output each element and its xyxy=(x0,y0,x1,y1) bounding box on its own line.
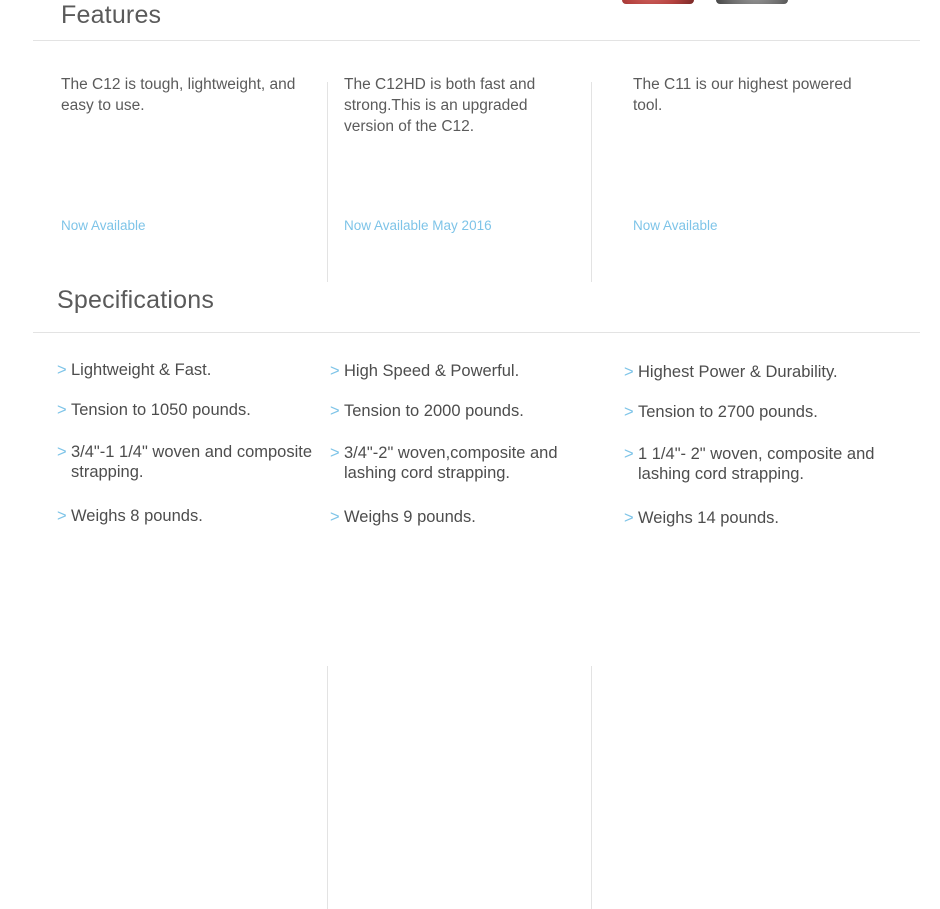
feature-availability[interactable]: Now Available xyxy=(633,218,718,233)
spec-list-item xyxy=(330,507,580,527)
spec-list-item xyxy=(57,506,317,526)
specifications-section-heading: Specifications xyxy=(57,286,215,314)
feature-description: The C12 is tough, lightweight, and easy to use. xyxy=(61,76,296,114)
chevron-right-icon: > xyxy=(624,445,634,463)
spec-text: Tension to 2000 pounds. xyxy=(344,402,524,420)
spec-list-item xyxy=(330,361,580,381)
spec-text: High Speed & Powerful. xyxy=(344,362,520,380)
spec-text: Lightweight & Fast. xyxy=(71,361,212,379)
chevron-right-icon: > xyxy=(624,363,634,381)
chevron-right-icon: > xyxy=(57,443,67,461)
product-photo-gray-tool xyxy=(716,0,788,4)
specifications-column-divider-2 xyxy=(591,666,592,909)
chevron-right-icon: > xyxy=(330,362,340,380)
spec-list-item xyxy=(330,443,580,483)
spec-text: Tension to 2700 pounds. xyxy=(638,403,818,421)
chevron-right-icon: > xyxy=(57,507,67,525)
spec-list-item xyxy=(57,442,317,482)
features-column-divider-1 xyxy=(327,82,328,282)
specification-column xyxy=(330,333,580,527)
features-section-heading: Features xyxy=(61,1,162,29)
chevron-right-icon: > xyxy=(624,509,634,527)
spec-list-item xyxy=(330,401,580,421)
feature-column xyxy=(61,41,301,241)
chevron-right-icon: > xyxy=(57,361,67,379)
specification-column xyxy=(57,333,317,526)
specifications-columns xyxy=(0,333,940,576)
product-photo-red-tool xyxy=(622,0,694,4)
spec-list-item xyxy=(624,508,904,528)
spec-text: Tension to 1050 pounds. xyxy=(71,401,251,419)
feature-description: The C12HD is both fast and strong.This is an upgraded version of the C12. xyxy=(344,76,536,135)
spec-text: Highest Power & Durability. xyxy=(638,363,838,381)
spec-text: Weighs 8 pounds. xyxy=(71,507,203,525)
chevron-right-icon: > xyxy=(330,402,340,420)
spec-list-item xyxy=(624,402,904,422)
spec-text: Weighs 14 pounds. xyxy=(638,509,779,527)
spec-text: 3/4"-2" woven,composite and lashing cord strapping. xyxy=(344,444,558,482)
features-column-divider-2 xyxy=(591,82,592,282)
chevron-right-icon: > xyxy=(624,403,634,421)
feature-description: The C11 is our highest powered tool. xyxy=(633,76,852,114)
spec-list-item xyxy=(624,444,904,484)
feature-availability[interactable]: Now Available May 2016 xyxy=(344,218,492,233)
spec-list-item xyxy=(57,400,317,420)
chevron-right-icon: > xyxy=(330,508,340,526)
spec-text: 1 1/4"- 2" woven, composite and lashing cord strapping. xyxy=(638,445,875,483)
feature-column xyxy=(633,41,883,241)
spec-list-item xyxy=(57,360,317,380)
spec-text: Weighs 9 pounds. xyxy=(344,508,476,526)
feature-column xyxy=(344,41,574,241)
specification-column xyxy=(624,333,904,528)
specifications-column-divider-1 xyxy=(327,666,328,909)
spec-text: 3/4"-1 1/4" woven and composite strapping. xyxy=(71,443,313,481)
features-columns xyxy=(0,41,940,241)
spec-list-item xyxy=(624,362,904,382)
chevron-right-icon: > xyxy=(57,401,67,419)
chevron-right-icon: > xyxy=(330,444,340,462)
feature-availability[interactable]: Now Available xyxy=(61,218,146,233)
